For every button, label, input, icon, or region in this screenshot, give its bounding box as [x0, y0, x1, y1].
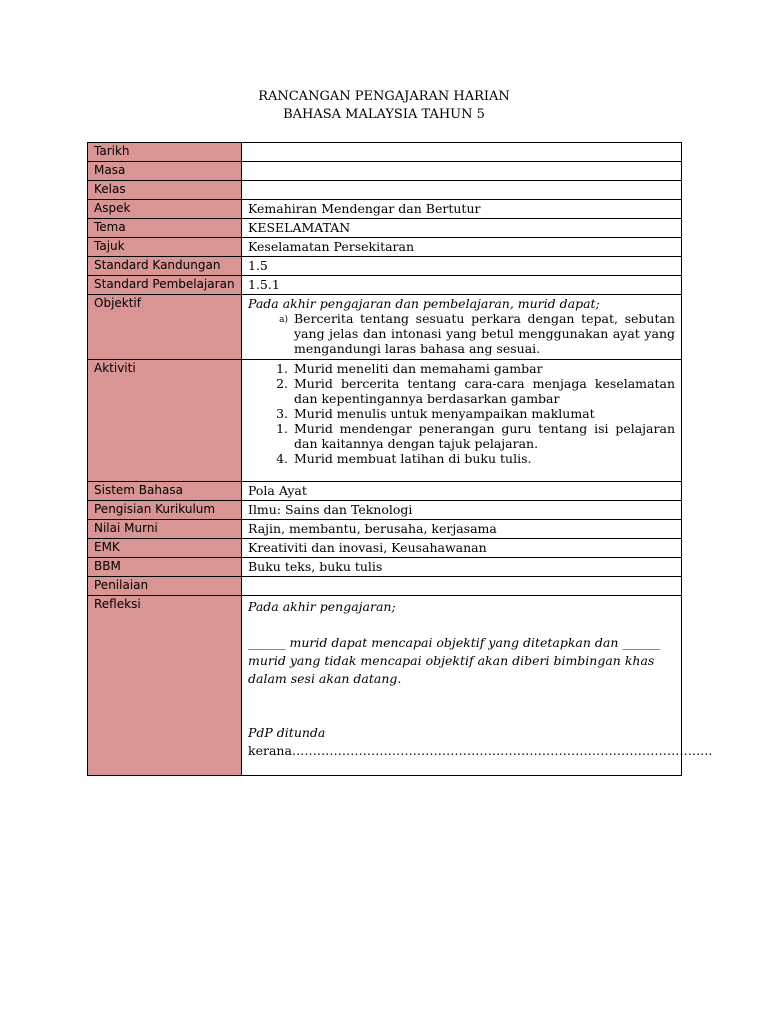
list-item [248, 451, 675, 466]
row-nilai-murni [88, 520, 682, 539]
document-title: RANCANGAN PENGAJARAN HARIAN [258, 89, 510, 104]
label-standard-pembelajaran: Standard Pembelajaran [88, 276, 242, 295]
value-masa [242, 162, 682, 181]
label-pengisian-kurikulum: Pengisian Kurikulum [88, 501, 242, 520]
list-item [248, 361, 675, 376]
refleksi-intro: Pada akhir pengajaran; [248, 599, 396, 614]
row-aktiviti [88, 360, 682, 482]
row-aspek [88, 200, 682, 219]
list-item-number: 1. [276, 361, 288, 376]
value-objektif [242, 295, 682, 360]
objektif-item-text: Bercerita tentang sesuatu perkara dengan tepat, sebutan yang jelas dan intonasi yang betul menggunakan ayat yang mengandungi laras bahasa ang sesuai. [294, 311, 675, 356]
row-kelas [88, 181, 682, 200]
list-item-text: Murid bercerita tentang cara-cara menjaga keselamatan dan kepentingannya berdasarkan gambar [294, 376, 675, 406]
objektif-item [248, 311, 675, 356]
list-item [248, 406, 675, 421]
label-masa: Masa [88, 162, 242, 181]
value-standard-pembelajaran: 1.5.1 [242, 276, 682, 295]
value-sistem-bahasa: Pola Ayat [242, 482, 682, 501]
list-item-text: Murid menulis untuk menyampaikan maklumat [294, 406, 595, 421]
list-item [248, 376, 675, 406]
value-emk: Kreativiti dan inovasi, Keusahawanan [242, 539, 682, 558]
list-item-number: 4. [276, 451, 288, 466]
label-penilaian: Penilaian [88, 577, 242, 596]
value-bbm: Buku teks, buku tulis [242, 558, 682, 577]
document-subtitle: BAHASA MALAYSIA TAHUN 5 [283, 107, 485, 122]
value-tema: KESELAMATAN [242, 219, 682, 238]
row-sistem-bahasa [88, 482, 682, 501]
value-kelas [242, 181, 682, 200]
label-emk: EMK [88, 539, 242, 558]
row-standard-kandungan [88, 257, 682, 276]
value-pengisian-kurikulum: Ilmu: Sains dan Teknologi [242, 501, 682, 520]
list-item [248, 421, 675, 451]
label-refleksi: Refleksi [88, 596, 242, 776]
list-item-number: 3. [276, 406, 288, 421]
objektif-intro: Pada akhir pengajaran dan pembelajaran, murid dapat; [248, 296, 600, 311]
label-tema: Tema [88, 219, 242, 238]
list-item-text: Murid membuat latihan di buku tulis. [294, 451, 532, 466]
list-item-number: 2. [276, 376, 288, 391]
label-bbm: BBM [88, 558, 242, 577]
row-masa [88, 162, 682, 181]
label-tarikh: Tarikh [88, 143, 242, 162]
value-tajuk: Keselamatan Persekitaran [242, 238, 682, 257]
row-emk [88, 539, 682, 558]
row-refleksi [88, 596, 682, 776]
refleksi-body: ______ murid dapat mencapai objektif yang ditetapkan dan ______ murid yang tidak mencapai objektif akan diberi bimbingan khas dalam sesi akan datang. [248, 635, 660, 686]
lesson-plan-table [87, 142, 713, 776]
label-nilai-murni: Nilai Murni [88, 520, 242, 539]
row-tajuk [88, 238, 682, 257]
value-standard-kandungan: 1.5 [242, 257, 682, 276]
list-item-text: Murid mendengar penerangan guru tentang isi pelajaran dan kaitannya dengan tajuk pelajaran. [294, 421, 675, 451]
label-kelas: Kelas [88, 181, 242, 200]
list-item-number: 1. [276, 421, 288, 436]
refleksi-pdp-line1: PdP ditunda [248, 725, 326, 740]
label-standard-kandungan: Standard Kandungan [88, 257, 242, 276]
row-tema [88, 219, 682, 238]
label-objektif: Objektif [88, 295, 242, 360]
row-penilaian [88, 577, 682, 596]
value-aspek: Kemahiran Mendengar dan Bertutur [242, 200, 682, 219]
value-penilaian [242, 577, 682, 596]
row-standard-pembelajaran [88, 276, 682, 295]
value-refleksi [242, 596, 713, 776]
row-pengisian-kurikulum [88, 501, 682, 520]
label-tajuk: Tajuk [88, 238, 242, 257]
value-nilai-murni: Rajin, membantu, berusaha, kerjasama [242, 520, 682, 539]
list-item-text: Murid meneliti dan memahami gambar [294, 361, 543, 376]
row-bbm [88, 558, 682, 577]
label-aktiviti: Aktiviti [88, 360, 242, 482]
label-aspek: Aspek [88, 200, 242, 219]
label-sistem-bahasa: Sistem Bahasa [88, 482, 242, 501]
row-tarikh [88, 143, 682, 162]
value-aktiviti [242, 360, 682, 482]
row-objektif [88, 295, 682, 360]
objektif-item-marker: a) [279, 315, 288, 325]
refleksi-pdp-line2: kerana……………………………………………………………………………………….. [248, 743, 713, 758]
value-tarikh [242, 143, 682, 162]
